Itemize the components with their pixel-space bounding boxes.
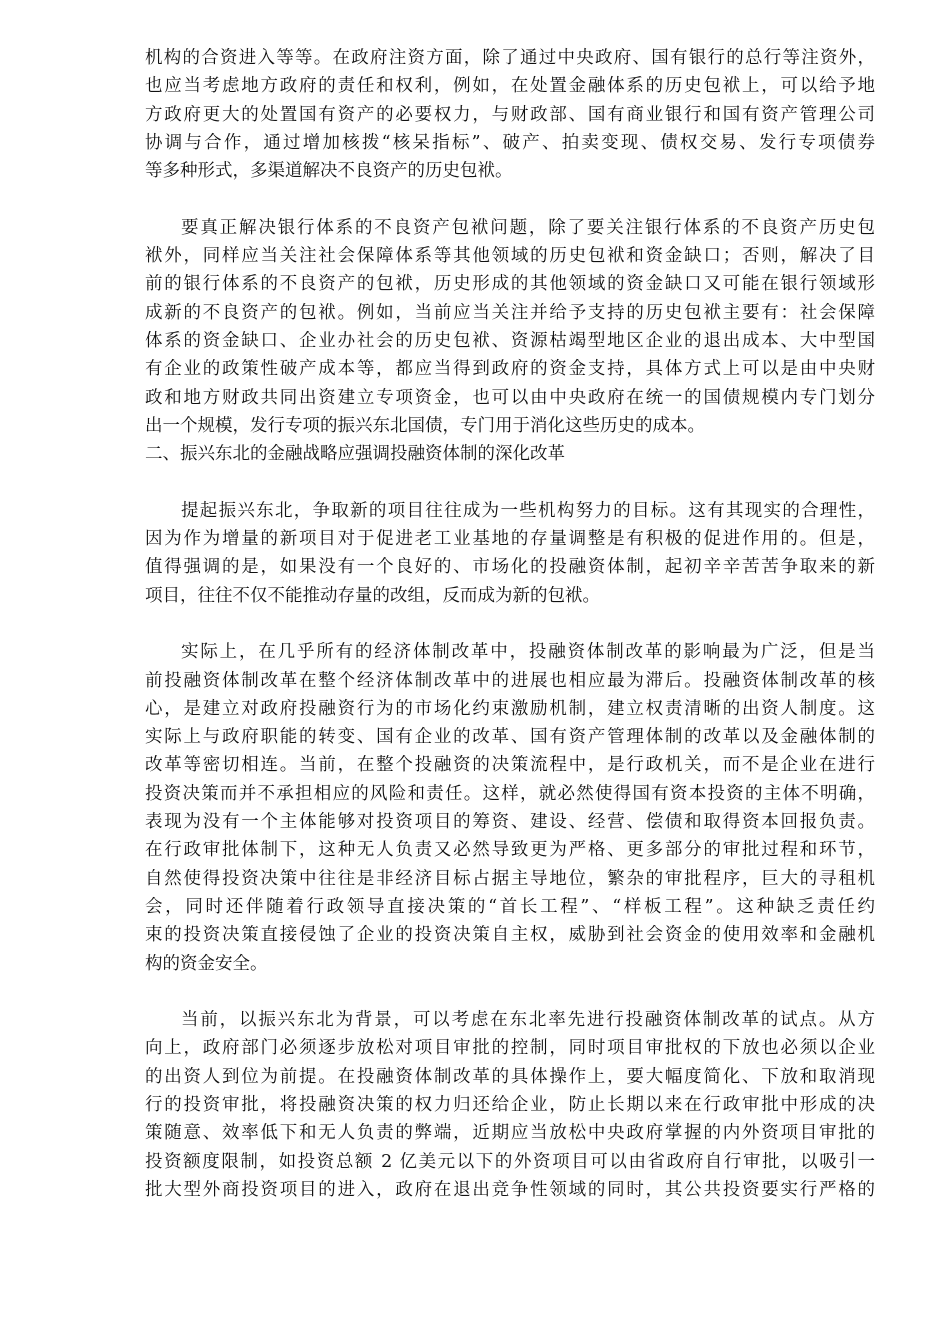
text-line: 值得强调的是，如果没有一个良好的、市场化的投融资体制，起初辛辛苦苦争取来的新 xyxy=(145,557,875,578)
text-line: 袱外，同样应当关注社会保障体系等其他领域的历史包袱和资金缺口；否则，解决了目 xyxy=(145,246,875,267)
text-line: 自然使得投资决策中往往是非经济目标占据主导地位，繁杂的审批程序，巨大的寻租机 xyxy=(145,868,875,889)
text-line: 要真正解决银行体系的不良资产包袱问题，除了要关注银行体系的不良资产历史包 xyxy=(181,217,875,238)
text-line: 投资额度限制，如投资总额 2 亿美元以下的外资项目可以由省政府自行审批，以吸引一 xyxy=(145,1151,875,1172)
text-line: 出一个规模，发行专项的振兴东北国债，专门用于消化这些历史的成本。 xyxy=(145,415,705,436)
text-line: 批大型外商投资项目的进入，政府在退出竞争性领域的同时，其公共投资要实行严格的 xyxy=(145,1179,875,1200)
paragraph-1 xyxy=(145,44,875,185)
text-line: 前投融资体制改革在整个经济体制改革中的进展也相应最为滞后。投融资体制改革的核 xyxy=(145,670,875,691)
text-line: 前的银行体系的不良资产的包袱，历史形成的其他领域的资金缺口又可能在银行领域形 xyxy=(145,274,875,295)
text-line: 成新的不良资产的包袱。例如，当前应当关注并给予支持的历史包袱主要有：社会保障 xyxy=(145,302,875,323)
text-line: 构的资金安全。 xyxy=(145,953,268,974)
text-line: 体系的资金缺口、企业办社会的历史包袱、资源枯竭型地区企业的退出成本、大中型国 xyxy=(145,330,875,351)
text-line: 提起振兴东北，争取新的项目往往成为一些机构努力的目标。这有其现实的合理性， xyxy=(181,500,875,521)
text-line: 实际上，在几乎所有的经济体制改革中，投融资体制改革的影响最为广泛，但是当 xyxy=(181,642,875,663)
text-line: 政和地方财政共同出资建立专项资金，也可以由中央政府在统一的国债规模内专门划分 xyxy=(145,387,875,408)
text-line: 心，是建立对政府投融资行为的市场化约束激励机制，建立权责清晰的出资人制度。这 xyxy=(145,698,875,719)
text-line: 等多种形式，多渠道解决不良资产的历史包袱。 xyxy=(145,161,513,182)
document-body xyxy=(145,44,875,1204)
text-line: 因为作为增量的新项目对于促进老工业基地的存量调整是有积极的促进作用的。但是， xyxy=(145,529,875,550)
text-line: 的出资人到位为前提。在投融资体制改革的具体操作上，要大幅度简化、下放和取消现 xyxy=(145,1066,875,1087)
text-line: 改革等密切相连。当前，在整个投融资的决策流程中，是行政机关，而不是企业在进行 xyxy=(145,755,875,776)
text-line: 方政府更大的处置国有资产的必要权力，与财政部、国有商业银行和国有资产管理公司 xyxy=(145,104,875,125)
paragraph-5 xyxy=(145,1006,875,1204)
text-line: 向上，政府部门必须逐步放松对项目审批的控制，同时项目审批权的下放也必须以企业 xyxy=(145,1038,875,1059)
text-line: 机构的合资进入等等。在政府注资方面，除了通过中央政府、国有银行的总行等注资外， xyxy=(145,48,875,68)
text-line: 投资决策而并不承担相应的风险和责任。这样，就必然使得国有资本投资的主体不明确， xyxy=(145,783,875,804)
paragraph-3 xyxy=(145,497,875,610)
section-heading: 二、振兴东北的金融战略应强调投融资体制的深化改革 xyxy=(145,444,565,465)
text-line: 策随意、效率低下和无人负责的弊端，近期应当放松中央政府掌握的内外资项目审批的 xyxy=(145,1123,875,1144)
text-line: 协调与合作，通过增加核拨“核呆指标”、破产、拍卖变现、债权交易、发行专项债券 xyxy=(145,132,875,153)
text-line: 实际上与政府职能的转变、国有企业的改革、国有资产管理体制的改革以及金融体制的 xyxy=(145,727,875,748)
text-line: 也应当考虑地方政府的责任和权利，例如，在处置金融体系的历史包袱上，可以给予地 xyxy=(145,76,875,97)
text-line: 表现为没有一个主体能够对投资项目的筹资、建设、经营、偿债和取得资本回报负责。 xyxy=(145,812,875,833)
paragraph-gap xyxy=(145,468,875,496)
text-line: 项目，往往不仅不能推动存量的改组，反而成为新的包袱。 xyxy=(145,585,600,606)
paragraph-4 xyxy=(145,638,875,978)
paragraph-gap xyxy=(145,185,875,213)
text-line: 会，同时还伴随着行政领导直接决策的“首长工程”、“样板工程”。这种缺乏责任约 xyxy=(145,896,875,917)
text-line: 行的投资审批，将投融资决策的权力归还给企业，防止长期以来在行政审批中形成的决 xyxy=(145,1094,875,1115)
paragraph-gap xyxy=(145,610,875,638)
text-line: 当前，以振兴东北为背景，可以考虑在东北率先进行投融资体制改革的试点。从方 xyxy=(181,1010,875,1031)
text-line: 在行政审批体制下，这种无人负责又必然导致更为严格、更多部分的审批过程和环节， xyxy=(145,840,875,861)
paragraph-2 xyxy=(145,214,875,440)
text-line: 有企业的政策性破产成本等，都应当得到政府的资金支持，具体方式上可以是由中央财 xyxy=(145,359,875,380)
text-line: 束的投资决策直接侵蚀了企业的投资决策自主权，威胁到社会资金的使用效率和金融机 xyxy=(145,925,875,946)
paragraph-gap xyxy=(145,978,875,1006)
